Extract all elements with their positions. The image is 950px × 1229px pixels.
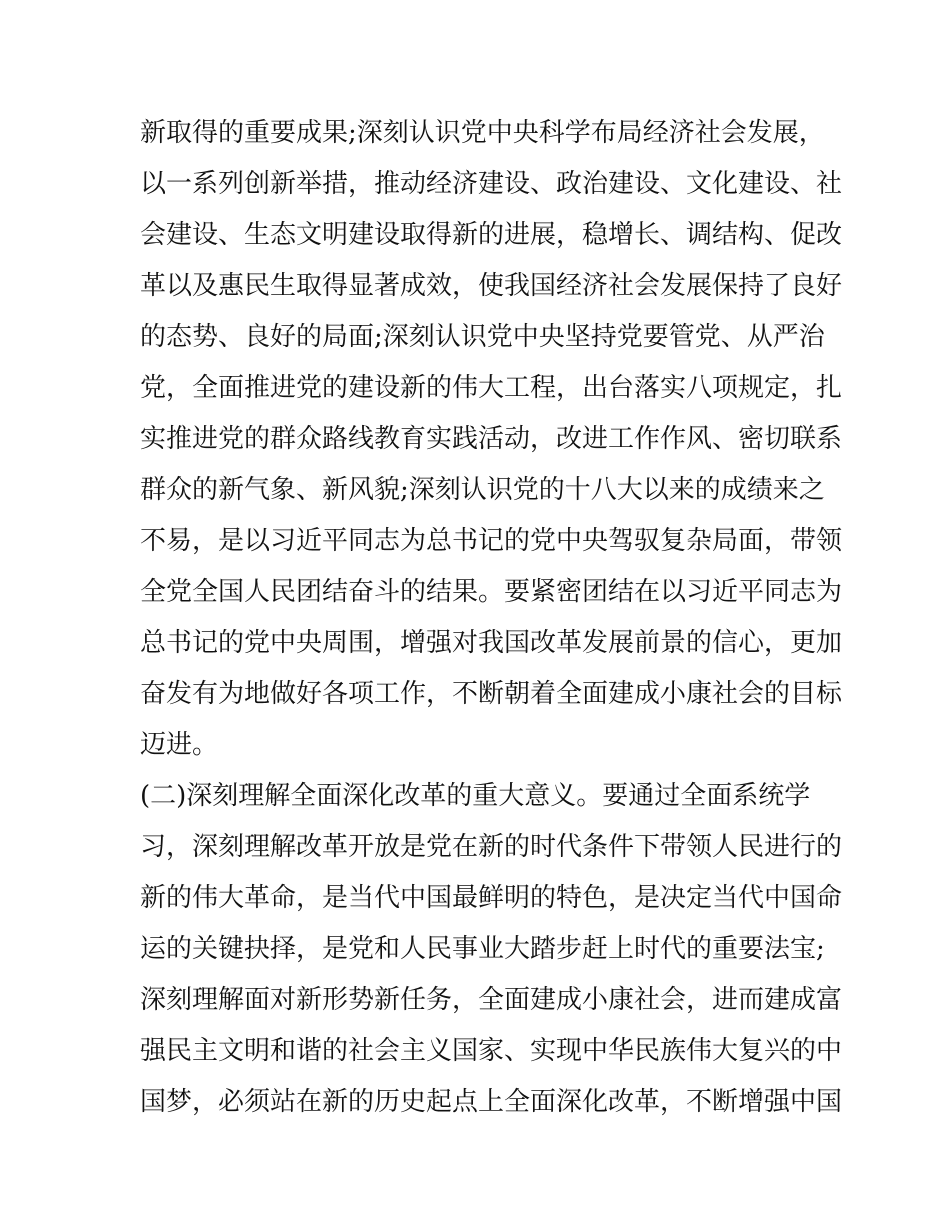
text-line: 实推进党的群众路线教育实践活动，改进工作作风、密切联系 [140,424,843,454]
text-line: 党，全面推进党的建设新的伟大工程，出台落实八项规定，扎 [140,373,843,403]
text-line: 的态势、良好的局面;深刻认识党中央坚持党要管党、从严治 [140,322,825,352]
text-line: 新取得的重要成果;深刻认识党中央科学布局经济社会发展， [140,118,825,148]
body-text [140,108,843,1128]
text-line: 奋发有为地做好各项工作，不断朝着全面建成小康社会的目标 [140,679,843,709]
section-heading-line: (二)深刻理解全面深化改革的重大意义。要通过全面系统学 [140,781,811,811]
text-line: 习，深刻理解改革开放是党在新的时代条件下带领人民进行的 [140,832,843,862]
text-line: 迈进。 [140,730,219,760]
text-line: 会建设、生态文明建设取得新的进展，稳增长、调结构、促改 [140,220,843,250]
text-line: 强民主文明和谐的社会主义国家、实现中华民族伟大复兴的中 [140,1036,843,1066]
text-line: 深刻理解面对新形势新任务，全面建成小康社会，进而建成富 [140,985,843,1015]
text-line: 运的关键抉择，是党和人民事业大踏步赶上时代的重要法宝; [140,934,825,964]
text-line: 革以及惠民生取得显著成效，使我国经济社会发展保持了良好 [140,271,843,301]
text-line: 不易，是以习近平同志为总书记的党中央驾驭复杂局面，带领 [140,526,843,556]
text-line: 总书记的党中央周围，增强对我国改革发展前景的信心，更加 [140,628,843,658]
text-line: 新的伟大革命，是当代中国最鲜明的特色，是决定当代中国命 [140,883,843,913]
text-line: 国梦，必须站在新的历史起点上全面深化改革，不断增强中国 [140,1087,843,1117]
text-line: 全党全国人民团结奋斗的结果。要紧密团结在以习近平同志为 [140,577,843,607]
text-line: 以一系列创新举措，推动经济建设、政治建设、文化建设、社 [140,169,843,199]
text-line: 群众的新气象、新风貌;深刻认识党的十八大以来的成绩来之 [140,475,825,505]
